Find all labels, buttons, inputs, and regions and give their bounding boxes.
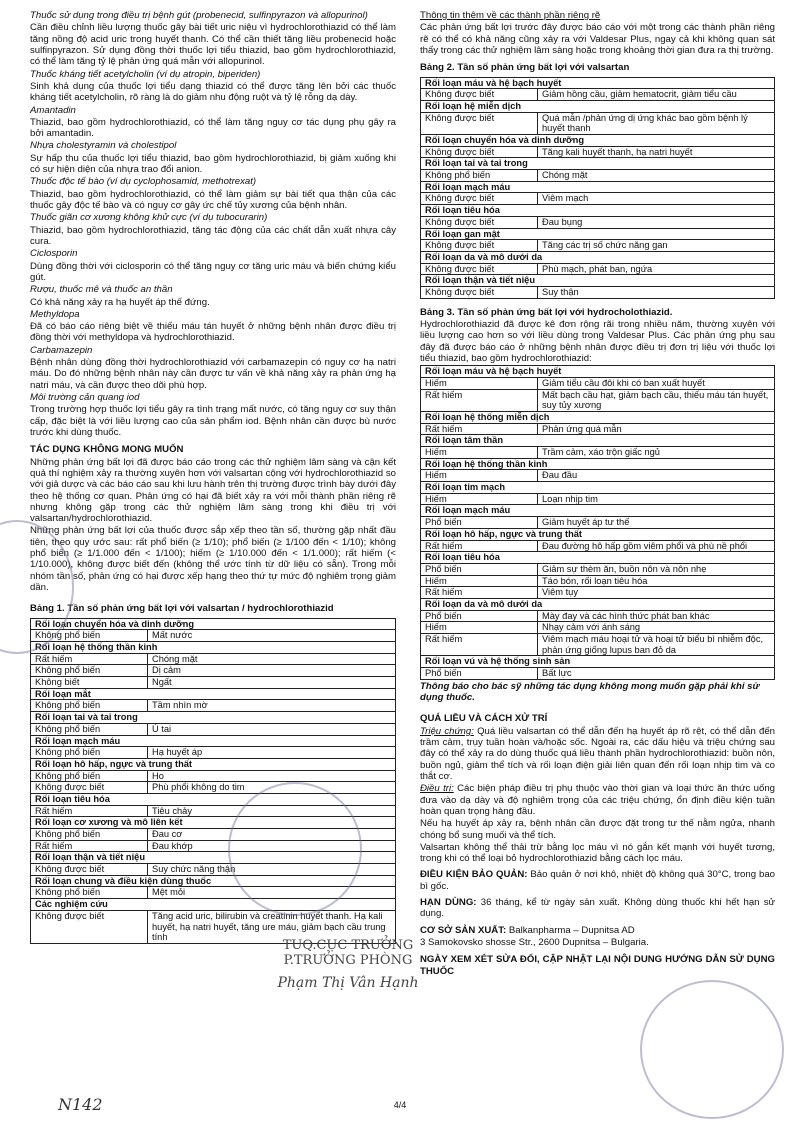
organ-class-cell: Rối loạn vú và hệ thống sinh sản: [421, 656, 775, 668]
reaction-cell: Táo bón, rối loạn tiêu hóa: [538, 575, 775, 587]
table-section-row: [421, 228, 775, 240]
reaction-cell: Ho: [148, 770, 396, 782]
interaction-paragraph: Bệnh nhân dùng đồng thời hydrochlorothiazid với carbamazepin có nguy cơ hạ natri máu. Do đó những bệnh nhân này cần được tư vấn về khả năng xảy ra phản ứng hạ natri máu, và cần được theo dõi phù hợp.: [30, 357, 396, 391]
table-row: [421, 470, 775, 482]
reaction-cell: Đau bụng: [538, 216, 775, 228]
table-section-row: [421, 598, 775, 610]
reaction-cell: Giảm hồng cầu, giảm hematocrit, giảm tiểu cầu: [538, 89, 775, 101]
frequency-cell: Không được biết: [421, 216, 538, 228]
frequency-cell: Hiếm: [421, 447, 538, 459]
reaction-cell: Quá mẫn /phản ứng dị ứng khác bao gồm bệnh lý huyết thanh: [538, 112, 775, 134]
table2-title: Bảng 2. Tần số phản ứng bất lợi với valsartan: [420, 62, 630, 74]
reaction-cell: Chóng mặt: [538, 170, 775, 182]
reaction-cell: Tăng acid uric, bilirubin và creatinin huyết thanh. Hạ kali huyết, hạ natri huyết, tăng ure máu, giảm bạch cầu trung tính: [148, 910, 396, 943]
frequency-cell: Rất hiếm: [421, 423, 538, 435]
frequency-cell: Không được biết: [421, 146, 538, 158]
table-section-row: [421, 482, 775, 494]
interaction-drug-heading: Amantadin: [30, 104, 76, 116]
table-section-row: [31, 735, 396, 747]
frequency-cell: Phổ biến: [421, 517, 538, 529]
frequency-cell: Hiếm: [421, 377, 538, 389]
review-date: NGÀY XEM XÉT SỬA ĐỔI, CẬP NHẬT LẠI NỘI DUNG HƯỚNG DẪN SỬ DỤNG THUỐC: [420, 954, 775, 977]
frequency-cell: Rất hiếm: [421, 634, 538, 656]
organ-class-cell: Các nghiệm cứu: [31, 899, 396, 911]
organ-class-cell: Rối loạn thận và tiết niệu: [31, 852, 396, 864]
table-row: [421, 240, 775, 252]
frequency-cell: Không phổ biến: [31, 747, 148, 759]
table-section-row: [421, 458, 775, 470]
table-section-row: [31, 642, 396, 654]
organ-class-cell: Rối loạn tiêu hóa: [31, 793, 396, 805]
reaction-cell: Phản ứng quá mẫn: [538, 423, 775, 435]
interaction-drug-heading: Ciclosporin: [30, 248, 78, 260]
interaction-paragraph: Thiazid, bao gồm hydrochlorothiazid, tăng tác động của các chất dẫn xuất nhựa cây cura.: [30, 224, 396, 247]
reaction-cell: Mất nước: [148, 630, 396, 642]
interaction-paragraph: Đã có báo cáo riêng biệt về thiếu máu tán huyết ở những bệnh nhân được điều trị đồng thời với methyldopa và hydrochlorothiazid.: [30, 321, 396, 344]
reaction-cell: Đau đường hô hấp gồm viêm phổi và phù nề phổi: [538, 540, 775, 552]
frequency-cell: Phổ biến: [421, 668, 538, 680]
organ-class-cell: Rối loạn thận và tiết niệu: [421, 275, 775, 287]
table-row: [421, 610, 775, 622]
table-row: [421, 634, 775, 656]
storage-conditions: ĐIỀU KIỆN BẢO QUẢN: Bảo quản ở nơi khô, nhiệt độ không quá 30°C, trong bao bì gốc.: [420, 869, 775, 892]
table-row: [421, 575, 775, 587]
organ-class-cell: Rối loạn chuyển hóa và dinh dưỡng: [31, 618, 396, 630]
organ-class-cell: Rối loạn tai và tai trong: [421, 158, 775, 170]
interaction-drug-heading: Nhựa cholestyramin và cholestipol: [30, 140, 177, 152]
reaction-cell: Tầm nhìn mờ: [148, 700, 396, 712]
adverse-effects-paragraph-2: Những phản ứng bất lợi của thuốc được sắp xếp theo tần số, thường gặp nhất đầu tiên, theo quy ước sau: rất phổ biến (≥ 1/10); phổ biến (≥ 1/100 đến < 1/10); không phổ biến (≥ 1/1.000 đến < 1/100); hiếm (≥ 1/10.000 đến < 1/1.000); rất hiếm (< 1/10.000), không được biết đến (không thể ước tính từ dữ liệu có sẵn). Trong mỗi nhóm tần số, phản ứng có hại được xếp hạng theo thứ tự mức độ nghiêm trọng giảm dần.: [30, 525, 396, 593]
table-section-row: [421, 528, 775, 540]
interaction-drug-heading: Môi trường cản quang iod: [30, 392, 140, 403]
reaction-cell: Đau đầu: [538, 470, 775, 482]
reaction-cell: Viêm mạch máu hoại tử và hoại tử biểu bì nhiễm độc, phản ứng giống lupus ban đỏ da: [538, 634, 775, 656]
frequency-cell: Hiếm: [421, 575, 538, 587]
frequency-cell: Hiếm: [421, 493, 538, 505]
table-row: [421, 622, 775, 634]
reaction-cell: Viêm mạch: [538, 193, 775, 205]
handwritten-note: N142: [58, 1095, 103, 1114]
reaction-cell: Suy chức năng thận: [148, 864, 396, 876]
signature-block: [268, 938, 428, 991]
interaction-paragraph: Có khả năng xảy ra hạ huyết áp thế đứng.: [30, 296, 210, 308]
frequency-cell: Phổ biến: [421, 610, 538, 622]
organ-class-cell: Rối loạn cơ xương và mô liên kết: [31, 817, 396, 829]
page-number: 4/4: [393, 1100, 407, 1110]
table3-title: Bảng 3. Tần số phản ứng bất lợi với hydrocholothiazid.: [420, 306, 673, 318]
frequency-cell: Rất hiếm: [421, 587, 538, 599]
adverse-effects-heading: TÁC DỤNG KHÔNG MONG MUỐN: [30, 444, 184, 456]
reaction-cell: Giảm sự thèm ăn, buồn nôn và nôn nhẹ: [538, 563, 775, 575]
table-section-row: [31, 618, 396, 630]
interaction-paragraph: Cần điều chỉnh liều lượng thuốc gây bài tiết uric niệu vì hydrochlorothiazid có thể làm tăng nồng độ acid uric trong huyết thanh. Có thể cần thiết tăng liều probenecid hoặc sulfinpyrazon. Sử dụng đồng thời thuốc lợi tiểu thiazid, bao gồm hydrochlorothiazid, có thể làm tăng tỷ lệ phản ứng quá mẫn với allopurinol.: [30, 22, 396, 68]
table-section-row: [31, 688, 396, 700]
reaction-cell: Viêm tụy: [538, 587, 775, 599]
interaction-paragraph: Sinh khả dụng của thuốc lợi tiểu dạng thiazid có thể được tăng lên bởi các thuốc kháng tiết acetylcholin, rõ ràng là do giảm nhu động ruột và tỷ lệ rỗng dạ dày.: [30, 80, 396, 104]
interaction-drug-heading: Methyldopa: [30, 308, 80, 320]
frequency-cell: Không phổ biến: [31, 723, 148, 735]
interactions-text: [30, 10, 396, 438]
frequency-cell: Không được biết: [421, 193, 538, 205]
reaction-cell: Ngất: [148, 677, 396, 689]
reaction-cell: Mệt mỏi: [148, 887, 396, 899]
manufacturer: CƠ SỞ SẢN XUẤT: Balkanpharma – Dupnitsa AD: [420, 924, 635, 936]
table-section-row: [421, 100, 775, 112]
table-section-row: [421, 656, 775, 668]
reaction-cell: Mất bạch cầu hạt, giảm bạch cầu, thiếu máu tán huyết, suy tủy xương: [538, 389, 775, 411]
frequency-cell: Không phổ biến: [31, 829, 148, 841]
organ-class-cell: Rối loạn mạch máu: [421, 505, 775, 517]
individual-components-heading: Thông tin thêm về các thành phần riêng rẽ: [420, 10, 601, 21]
frequency-cell: Phổ biến: [421, 563, 538, 575]
frequency-cell: Không phổ biến: [31, 700, 148, 712]
signature-title-2: P.TRƯỞNG PHÒNG: [283, 953, 413, 969]
overdose-dialysis: Valsartan không thể thải trừ bằng lọc máu vì nó gắn kết mạnh với huyết tương, trong khi có thể loại bỏ hydrochlorothiazid bằng cách lọc máu.: [420, 841, 775, 865]
frequency-cell: Không phổ biến: [31, 630, 148, 642]
table-section-row: [421, 366, 775, 378]
organ-class-cell: Rối loạn mắt: [31, 688, 396, 700]
interaction-drug-heading: Thuốc kháng tiết acetylcholin (ví dụ atropin, biperiden): [30, 68, 261, 80]
table-row: [31, 782, 396, 794]
company-stamp-seal: [640, 980, 784, 1119]
reaction-cell: Tăng các trị số chức năng gan: [538, 240, 775, 252]
reaction-cell: Đau khớp: [148, 840, 396, 852]
frequency-cell: Rất hiếm: [421, 540, 538, 552]
reaction-cell: Giảm tiểu cầu đôi khi có ban xuất huyết: [538, 377, 775, 389]
interaction-paragraph: Sự hấp thu của thuốc lợi tiểu thiazid, bao gồm hydrochlorothiazid, bị giảm xuống khi có sự hiện diện của nhựa trao đổi anion.: [30, 152, 396, 176]
frequency-cell: Không phổ biến: [421, 170, 538, 182]
organ-class-cell: Rối loạn hô hấp, ngực và trung thất: [421, 528, 775, 540]
organ-class-cell: Rối loạn mạch máu: [421, 181, 775, 193]
reaction-cell: Đau cơ: [148, 829, 396, 841]
table-row: [31, 723, 396, 735]
table-row: [421, 447, 775, 459]
table-row: [421, 216, 775, 228]
table-section-row: [421, 275, 775, 287]
table-row: [421, 423, 775, 435]
table-row: [421, 193, 775, 205]
frequency-cell: Rất hiếm: [31, 653, 148, 665]
table1-title: Bảng 1. Tần số phản ứng bất lợi với valsartan / hydrochlorothiazid: [30, 603, 334, 615]
interaction-paragraph: Trong trường hợp thuốc lợi tiểu gây ra tình trạng mất nước, có tăng nguy cơ suy thận cấp, đặc biệt là với liều lượng cao của sản phẩm iod. Bệnh nhân cần được bù nước trước khi dùng thuốc.: [30, 404, 396, 438]
organ-class-cell: Rối loạn chuyển hóa và dinh dưỡng: [421, 135, 775, 147]
frequency-cell: Hiếm: [421, 470, 538, 482]
table-section-row: [421, 505, 775, 517]
organ-class-cell: Rối loạn chung và điều kiện dùng thuốc: [31, 875, 396, 887]
organ-class-cell: Rối loạn tiêu hóa: [421, 552, 775, 564]
frequency-cell: Không được biết: [31, 782, 148, 794]
frequency-cell: Hiếm: [421, 622, 538, 634]
interaction-paragraph: Dùng đồng thời với ciclosporin có thể tăng nguy cơ tăng uric máu và biến chứng kiểu gút.: [30, 260, 396, 283]
organ-class-cell: Rối loạn hô hấp, ngực và trung thất: [31, 758, 396, 770]
table-section-row: [421, 205, 775, 217]
organ-class-cell: Rối loạn da và mô dưới da: [421, 598, 775, 610]
organ-class-cell: Rối loạn máu và hệ bạch huyết: [421, 77, 775, 89]
organ-class-cell: Rối loạn hệ thống thần kinh: [421, 458, 775, 470]
frequency-cell: Rất hiếm: [31, 805, 148, 817]
reaction-cell: Phù phổi không do tim: [148, 782, 396, 794]
interaction-drug-heading: Rượu, thuốc mê và thuốc an thần: [30, 284, 173, 296]
shelf-life: HẠN DÙNG: 36 tháng, kể từ ngày sản xuất. Không dùng thuốc khi hết hạn sử dụng.: [420, 897, 775, 920]
table-section-row: [421, 435, 775, 447]
table-section-row: [31, 899, 396, 911]
table-section-row: [421, 77, 775, 89]
reaction-cell: Phù mạch, phát ban, ngứa: [538, 263, 775, 275]
right-column: [420, 10, 775, 978]
reaction-cell: Dị cảm: [148, 665, 396, 677]
interaction-drug-heading: Thuốc giãn cơ xương không khử cực (ví dụ tubocurarin): [30, 212, 268, 224]
overdose-heading: QUÁ LIỀU VÀ CÁCH XỬ TRÍ: [420, 713, 548, 725]
adverse-effects-paragraph-1: Những phản ứng bất lợi đã được báo cáo trong các thử nghiệm lâm sàng và cận kết quả thí nghiệm xảy ra thường xuyên hơn với valsartan cộng với hydrochlorothiazid so với giả dược và các báo cáo sau khi lưu hành trên thị trường được trình bày dưới đây theo hệ thống cơ quan. Phản ứng có hại đã biết xảy ra với mỗi thành phần riêng rẽ nhưng không gặp trong các thử nghiệm lâm sàng trong khi điều trị với valsartan/hydrochlorothiazid.: [30, 456, 396, 525]
table-row: [421, 587, 775, 599]
table-row: [421, 286, 775, 298]
organ-class-cell: Rối loạn tim mạch: [421, 482, 775, 494]
frequency-cell: Không phổ biến: [31, 665, 148, 677]
table-row: [31, 700, 396, 712]
frequency-cell: Không được biết: [421, 263, 538, 275]
frequency-cell: Không được biết: [31, 910, 148, 943]
organ-class-cell: Rối loạn hệ thống miễn dịch: [421, 411, 775, 423]
interaction-drug-heading: Thuốc sử dụng trong điều trị bệnh gút (probenecid, sulfinpyrazon và allopurinol): [30, 10, 368, 21]
table-section-row: [421, 135, 775, 147]
organ-class-cell: Rối loạn da và mô dưới da: [421, 251, 775, 263]
organ-class-cell: Rối loạn hệ thống thần kinh: [31, 642, 396, 654]
manufacturer-address: 3 Samokovsko shosse Str., 2600 Dupnitsa – Bulgaria.: [420, 937, 649, 948]
table-row: [421, 170, 775, 182]
table-section-row: [31, 758, 396, 770]
interaction-paragraph: Thiazid, bao gồm hydrochlorothiazid, có thể làm giảm sự bài tiết qua thận của các thuốc gây độc tế bào và có nguy cơ gây ức chế tủy xương của bệnh nhân.: [30, 188, 396, 211]
table-row: [31, 770, 396, 782]
table-section-row: [31, 712, 396, 724]
frequency-cell: Rất hiếm: [31, 840, 148, 852]
reaction-cell: Giảm huyết áp tư thế: [538, 517, 775, 529]
frequency-cell: Không phổ biến: [31, 887, 148, 899]
table-row: [31, 665, 396, 677]
individual-components-paragraph: Các phản ứng bất lợi trước đây được báo cáo với một trong các thành phần riêng rẽ có thể có khả năng cũng xảy ra với Valdesar Plus, ngay cả khi không quan sát thấy trong các thử nghiệm lâm sàng hoặc trong khoảng thời gian đưa ra thị trường.: [420, 22, 775, 56]
organ-class-cell: Rối loạn tâm thần: [421, 435, 775, 447]
frequency-cell: Không được biết: [421, 89, 538, 101]
reaction-cell: Bất lực: [538, 668, 775, 680]
frequency-cell: Không phổ biến: [31, 770, 148, 782]
table3-hydrochlorothiazide: [420, 365, 775, 680]
table-section-row: [421, 552, 775, 564]
organ-class-cell: Rối loạn tai và tai trong: [31, 712, 396, 724]
table-row: [421, 668, 775, 680]
frequency-cell: Không biết: [31, 677, 148, 689]
table-row: [421, 263, 775, 275]
overdose-hypotension: Nếu hạ huyết áp xảy ra, bệnh nhân cần được đặt trong tư thế nằm ngửa, nhanh chóng bổ sung muối và thể tích.: [420, 818, 775, 841]
organ-class-cell: Rối loạn tiêu hóa: [421, 205, 775, 217]
reaction-cell: Chóng mặt: [148, 653, 396, 665]
interaction-paragraph: Thiazid, bao gồm hydrochlorothiazid, có thể làm tăng nguy cơ tác dụng phụ gây ra bởi amantadin.: [30, 116, 396, 140]
table-row: [421, 377, 775, 389]
overdose-treatment: Điều trị: Các biện pháp điều trị phụ thuộc vào thời gian và loại thức ăn thức uống đưa vào dạ dày và độ nghiêm trọng của các triệu chứng, ổn định điều kiện tuần hoàn quan trọng hàng đầu.: [420, 783, 775, 817]
frequency-cell: Không được biết: [421, 112, 538, 134]
table-row: [31, 630, 396, 642]
table-row: [421, 517, 775, 529]
signature-title-1: TUQ.CỤC TRƯỞNG: [282, 938, 414, 953]
organ-class-cell: Rối loạn hệ miễn dịch: [421, 100, 775, 112]
organ-class-cell: Rối loạn máu và hệ bạch huyết: [421, 366, 775, 378]
reaction-cell: Ù tai: [148, 723, 396, 735]
table-section-row: [421, 158, 775, 170]
frequency-cell: Không được biết: [421, 286, 538, 298]
table-row: [421, 389, 775, 411]
reaction-cell: Loạn nhịp tim: [538, 493, 775, 505]
overdose-symptoms: Triệu chứng: Quá liều valsartan có thể dẫn đến hạ huyết áp rõ rệt, có thể dẫn đến trầm cảm, trụy tuần hoàn và/hoặc sốc. Ngoài ra, các dấu hiệu và triệu chứng sau đây có thể xảy ra do dùng thuốc quá liều thành phần hydrochlorothiazid: buồn nôn, buồn ngủ, giảm thể tích và rối loạn điện giải liên quan đến rối loạn nhịp tim và co thắt cơ.: [420, 725, 775, 782]
frequency-cell: Không được biết: [421, 240, 538, 252]
table2-valsartan: [420, 77, 775, 299]
signature-name: Phạm Thị Vân Hạnh: [277, 974, 419, 991]
reaction-cell: Tiêu chảy: [148, 805, 396, 817]
frequency-cell: Rất hiếm: [421, 389, 538, 411]
table-row: [421, 493, 775, 505]
table-row: [421, 540, 775, 552]
reaction-cell: Trầm cảm, xáo trộn giấc ngủ: [538, 447, 775, 459]
reaction-cell: Hạ huyết áp: [148, 747, 396, 759]
reaction-cell: Tăng kali huyết thanh, hạ natri huyết: [538, 146, 775, 158]
table3-intro: Hydrochlorothiazid đã được kê đơn rộng rãi trong nhiều năm, thường xuyên với liều lượng cao hơn so với liều dùng trong Valdesar Plus. Các phản ứng phụ sau đây đã được báo cáo ở những bệnh nhân được điều trị đơn trị liệu với thuốc lợi tiểu thiazid, bao gồm hydrochlorothiazid:: [420, 318, 775, 364]
table-section-row: [421, 181, 775, 193]
reaction-cell: Mày đay và các hình thức phát ban khác: [538, 610, 775, 622]
report-warning: Thông báo cho bác sỹ những tác dụng không mong muốn gặp phải khi sử dụng thuốc.: [420, 680, 760, 704]
ministry-stamp-seal: [228, 782, 362, 916]
table-row: [31, 747, 396, 759]
table-row: [421, 563, 775, 575]
frequency-cell: Không được biết: [31, 864, 148, 876]
organ-class-cell: Rối loạn mạch máu: [31, 735, 396, 747]
table-section-row: [421, 411, 775, 423]
table-row: [421, 112, 775, 134]
organ-class-cell: Rối loạn gan mật: [421, 228, 775, 240]
table-row: [31, 677, 396, 689]
table-row: [31, 653, 396, 665]
table-row: [421, 89, 775, 101]
reaction-cell: Nhạy cảm với ánh sáng: [538, 622, 775, 634]
reaction-cell: Suy thận: [538, 286, 775, 298]
table-section-row: [421, 251, 775, 263]
interaction-drug-heading: Carbamazepin: [30, 344, 93, 356]
interaction-drug-heading: Thuốc độc tế bào (ví dụ cyclophosamid, methotrexat): [30, 176, 257, 188]
table-row: [421, 146, 775, 158]
